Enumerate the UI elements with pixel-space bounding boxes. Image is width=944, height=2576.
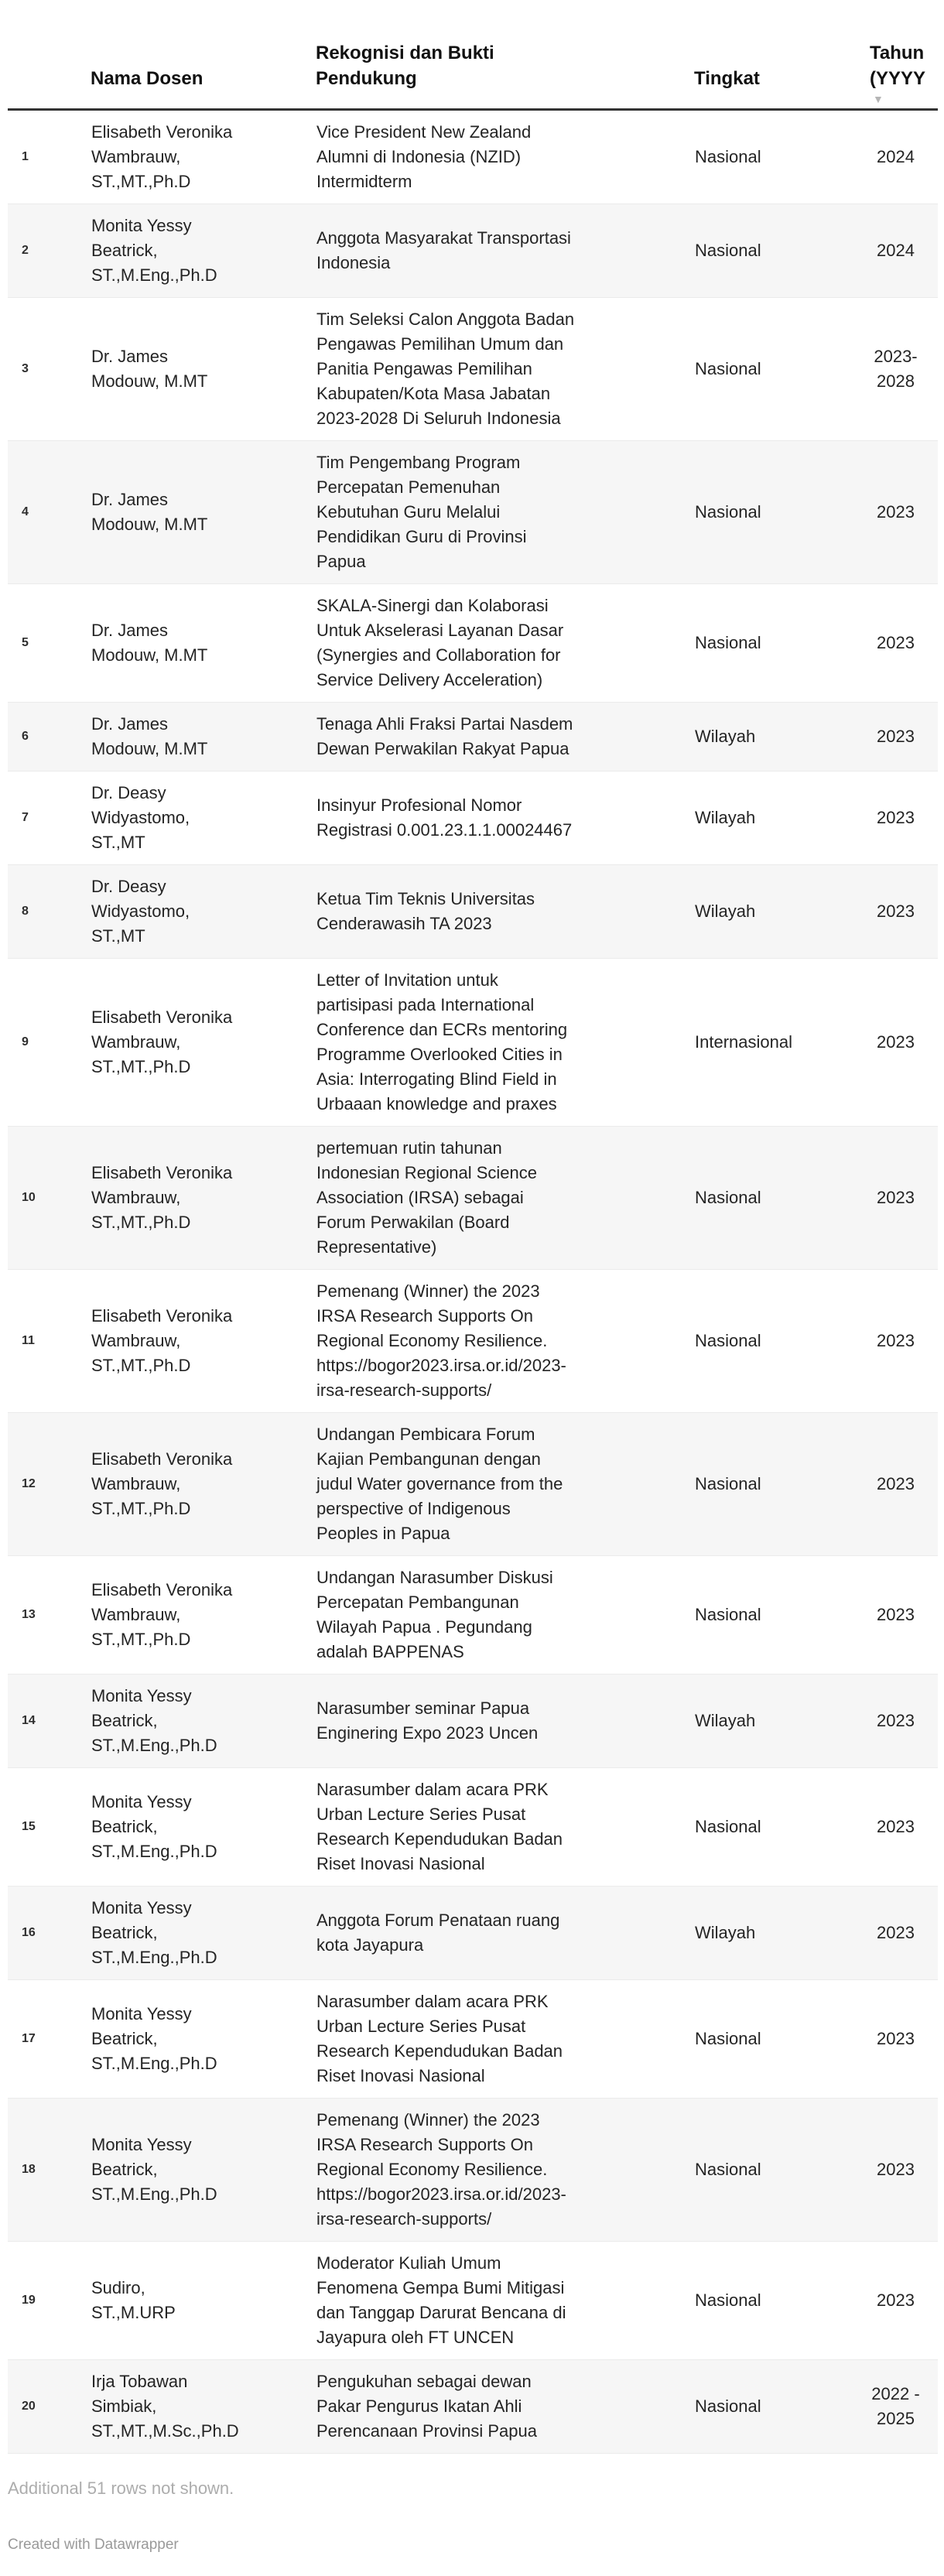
cell-rekognisi: Undangan Narasumber Diskusi Percepatan Pembangunan Wilayah Papua . Pegundang adalah BAPPENAS [316,1556,694,1675]
row-number: 14 [8,1675,91,1768]
cell-nama-dosen: Elisabeth Veronika Wambrauw, ST.,MT.,Ph.D [91,1556,316,1675]
table-row [8,584,938,703]
cell-tahun: 2023 [865,1556,938,1675]
cell-rekognisi: Tim Seleksi Calon Anggota Badan Pengawas Pemilihan Umum dan Panitia Pengawas Pemilihan Kabupaten/Kota Masa Jabatan 2023-2028 Di Seluruh Indonesia [316,298,694,441]
table-row [8,1127,938,1270]
cell-tahun: 2023 [865,1768,938,1887]
table-row [8,110,938,204]
cell-nama-dosen: Monita Yessy Beatrick, ST.,M.Eng.,Ph.D [91,1675,316,1768]
cell-nama-dosen: Elisabeth Veronika Wambrauw, ST.,MT.,Ph.D [91,1127,316,1270]
table-row [8,1768,938,1887]
table-row [8,1556,938,1675]
row-number: 8 [8,865,91,959]
cell-tahun: 2023 [865,2242,938,2360]
cell-tingkat: Nasional [694,1270,865,1413]
rows-not-shown-note: Additional 51 rows not shown. [8,2479,234,2498]
header-tahun-label: Tahun (YYYY [870,43,926,89]
cell-tahun: 2023 [865,865,938,959]
cell-rekognisi: Undangan Pembicara Forum Kajian Pembangunan dengan judul Water governance from the perspective of Indigenous Peoples in Papua [316,1413,694,1556]
cell-tahun: 2023 [865,1127,938,1270]
cell-rekognisi: Pengukuhan sebagai dewan Pakar Pengurus Ikatan Ahli Perencanaan Provinsi Papua [316,2360,694,2454]
cell-nama-dosen: Dr. James Modouw, M.MT [91,703,316,771]
table-row [8,2099,938,2242]
row-number: 11 [8,1270,91,1413]
row-number: 3 [8,298,91,441]
table-body [8,110,938,2454]
sort-desc-icon[interactable]: ▼ [873,93,884,105]
cell-tahun: 2023 [865,1887,938,1980]
cell-nama-dosen: Monita Yessy Beatrick, ST.,M.Eng.,Ph.D [91,1887,316,1980]
cell-tahun: 2023 [865,959,938,1127]
cell-rekognisi: Pemenang (Winner) the 2023 IRSA Research Supports On Regional Economy Resilience. https://bogor2023.irsa.or.id/2023-irsa-research-supports/ [316,1270,694,1413]
cell-tingkat: Internasional [694,959,865,1127]
recognition-table [8,0,938,2454]
row-number: 4 [8,441,91,584]
cell-tahun: 2023 [865,1413,938,1556]
row-number: 19 [8,2242,91,2360]
table-row [8,441,938,584]
cell-tingkat: Nasional [694,204,865,298]
cell-nama-dosen: Dr. Deasy Widyastomo, ST.,MT [91,771,316,865]
row-number: 10 [8,1127,91,1270]
cell-rekognisi: Tim Pengembang Program Percepatan Pemenuhan Kebutuhan Guru Melalui Pendidikan Guru di Provinsi Papua [316,441,694,584]
cell-tingkat: Nasional [694,584,865,703]
cell-rekognisi: SKALA-Sinergi dan Kolaborasi Untuk Akselerasi Layanan Dasar (Synergies and Collaboration for Service Delivery Acceleration) [316,584,694,703]
header-tahun[interactable] [865,0,938,110]
cell-rekognisi: Vice President New Zealand Alumni di Indonesia (NZID) Intermidterm [316,110,694,204]
cell-tingkat: Nasional [694,1413,865,1556]
cell-nama-dosen: Monita Yessy Beatrick, ST.,M.Eng.,Ph.D [91,2099,316,2242]
cell-tahun: 2023 [865,1675,938,1768]
cell-rekognisi: Moderator Kuliah Umum Fenomena Gempa Bumi Mitigasi dan Tanggap Darurat Bencana di Jayapura oleh FT UNCEN [316,2242,694,2360]
cell-tahun: 2023-2028 [865,298,938,441]
row-number: 18 [8,2099,91,2242]
cell-tingkat: Nasional [694,441,865,584]
table-row [8,771,938,865]
table-row [8,959,938,1127]
cell-rekognisi: Anggota Masyarakat Transportasi Indonesia [316,204,694,298]
row-number: 17 [8,1980,91,2099]
cell-rekognisi: Ketua Tim Teknis Universitas Cenderawasih TA 2023 [316,865,694,959]
cell-nama-dosen: Dr. James Modouw, M.MT [91,298,316,441]
cell-nama-dosen: Monita Yessy Beatrick, ST.,M.Eng.,Ph.D [91,204,316,298]
row-number: 15 [8,1768,91,1887]
cell-tingkat: Nasional [694,298,865,441]
cell-tingkat: Wilayah [694,703,865,771]
datawrapper-credit[interactable]: Created with Datawrapper [8,2537,179,2553]
cell-rekognisi: Narasumber dalam acara PRK Urban Lecture Series Pusat Research Kependudukan Badan Riset Inovasi Nasional [316,1980,694,2099]
header-tingkat[interactable]: Tingkat [694,0,865,110]
row-number: 7 [8,771,91,865]
row-number: 12 [8,1413,91,1556]
cell-nama-dosen: Elisabeth Veronika Wambrauw, ST.,MT.,Ph.D [91,1270,316,1413]
table-row [8,865,938,959]
cell-nama-dosen: Elisabeth Veronika Wambrauw, ST.,MT.,Ph.D [91,959,316,1127]
row-number: 1 [8,110,91,204]
cell-tahun: 2023 [865,584,938,703]
cell-tingkat: Nasional [694,2242,865,2360]
cell-tingkat: Nasional [694,110,865,204]
cell-nama-dosen: Dr. James Modouw, M.MT [91,584,316,703]
cell-nama-dosen: Dr. James Modouw, M.MT [91,441,316,584]
row-number: 2 [8,204,91,298]
cell-tahun: 2024 [865,204,938,298]
cell-rekognisi: Anggota Forum Penataan ruang kota Jayapura [316,1887,694,1980]
table-row [8,1270,938,1413]
cell-tahun: 2023 [865,1980,938,2099]
cell-rekognisi: Narasumber dalam acara PRK Urban Lecture Series Pusat Research Kependudukan Badan Riset Inovasi Nasional [316,1768,694,1887]
cell-tingkat: Nasional [694,1768,865,1887]
row-number: 6 [8,703,91,771]
header-rownum [8,0,91,110]
cell-tingkat: Nasional [694,1556,865,1675]
cell-tahun: 2023 [865,1270,938,1413]
header-rekognisi[interactable]: Rekognisi dan Bukti Pendukung [316,0,694,110]
table-row [8,2242,938,2360]
table-row [8,1413,938,1556]
cell-tahun: 2023 [865,703,938,771]
cell-nama-dosen: Elisabeth Veronika Wambrauw, ST.,MT.,Ph.D [91,110,316,204]
cell-nama-dosen: Irja Tobawan Simbiak, ST.,MT.,M.Sc.,Ph.D [91,2360,316,2454]
cell-tingkat: Wilayah [694,1887,865,1980]
cell-tahun: 2023 [865,441,938,584]
row-number: 16 [8,1887,91,1980]
cell-tahun: 2023 [865,771,938,865]
cell-rekognisi: Tenaga Ahli Fraksi Partai Nasdem Dewan Perwakilan Rakyat Papua [316,703,694,771]
cell-tahun: 2022 - 2025 [865,2360,938,2454]
header-row [8,0,938,110]
cell-tingkat: Wilayah [694,865,865,959]
cell-rekognisi: pertemuan rutin tahunan Indonesian Regional Science Association (IRSA) sebagai Forum Perwakilan (Board Representative) [316,1127,694,1270]
cell-nama-dosen: Monita Yessy Beatrick, ST.,M.Eng.,Ph.D [91,1768,316,1887]
cell-rekognisi: Narasumber seminar Papua Enginering Expo 2023 Uncen [316,1675,694,1768]
cell-tahun: 2024 [865,110,938,204]
cell-tingkat: Nasional [694,1980,865,2099]
table-row [8,703,938,771]
cell-nama-dosen: Dr. Deasy Widyastomo, ST.,MT [91,865,316,959]
cell-tingkat: Nasional [694,2360,865,2454]
table-row [8,1980,938,2099]
table-row [8,1887,938,1980]
cell-tingkat: Wilayah [694,1675,865,1768]
table-row [8,1675,938,1768]
row-number: 20 [8,2360,91,2454]
cell-tingkat: Nasional [694,1127,865,1270]
row-number: 13 [8,1556,91,1675]
cell-tingkat: Nasional [694,2099,865,2242]
table-row [8,204,938,298]
table-row [8,298,938,441]
cell-nama-dosen: Monita Yessy Beatrick, ST.,M.Eng.,Ph.D [91,1980,316,2099]
table-row [8,2360,938,2454]
row-number: 9 [8,959,91,1127]
row-number: 5 [8,584,91,703]
table-header [8,0,938,110]
cell-nama-dosen: Sudiro, ST.,M.URP [91,2242,316,2360]
cell-nama-dosen: Elisabeth Veronika Wambrauw, ST.,MT.,Ph.D [91,1413,316,1556]
cell-rekognisi: Insinyur Profesional Nomor Registrasi 0.001.23.1.1.00024467 [316,771,694,865]
cell-tingkat: Wilayah [694,771,865,865]
cell-rekognisi: Pemenang (Winner) the 2023 IRSA Research Supports On Regional Economy Resilience. https://bogor2023.irsa.or.id/2023-irsa-research-supports/ [316,2099,694,2242]
cell-rekognisi: Letter of Invitation untuk partisipasi pada International Conference dan ECRs mentoring Programme Overlooked Cities in Asia: Interrogating Blind Field in Urbaaan knowledge and praxes [316,959,694,1127]
header-nama-dosen[interactable]: Nama Dosen [91,0,316,110]
cell-tahun: 2023 [865,2099,938,2242]
